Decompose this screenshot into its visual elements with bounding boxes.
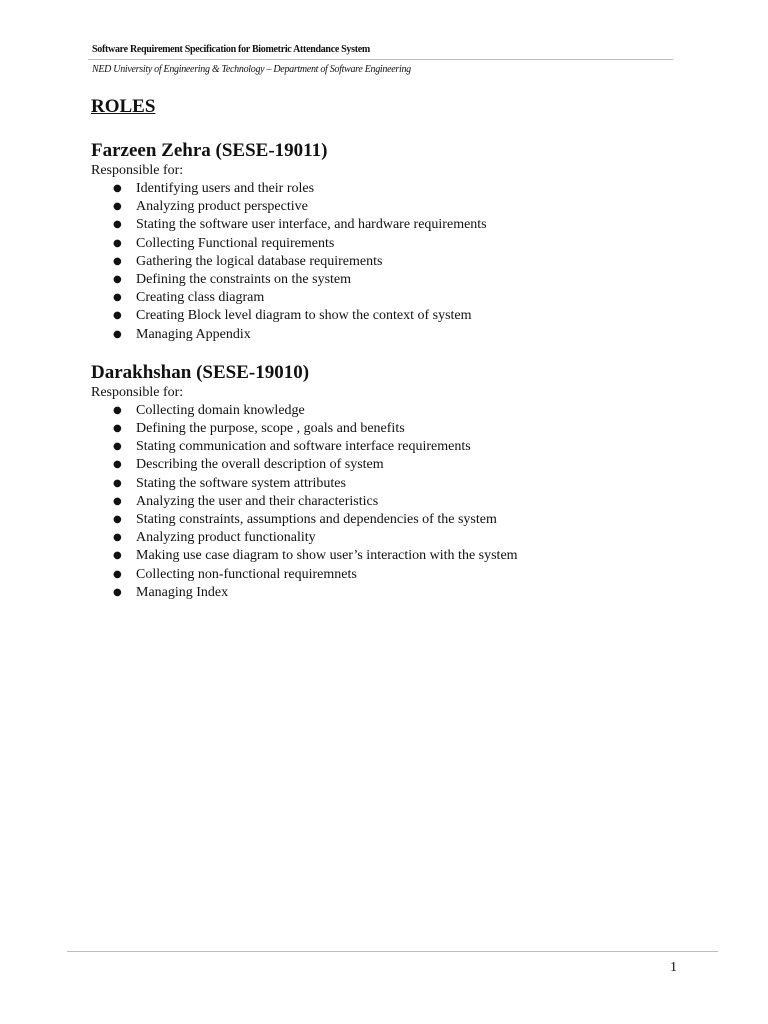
bullet-icon: ●	[113, 237, 122, 249]
header-subtitle: NED University of Engineering & Technology – Department of Software Engineering	[92, 64, 411, 75]
list-item	[91, 438, 691, 456]
list-item-text: Managing Index	[136, 584, 229, 600]
bullet-icon: ●	[113, 219, 122, 231]
list-item	[91, 253, 691, 271]
person-name: Farzeen Zehra (SESE-19011)	[91, 140, 328, 161]
list-item-text: Defining the constraints on the system	[136, 272, 352, 288]
list-item	[91, 566, 691, 584]
bullet-icon: ●	[113, 292, 122, 304]
person-name: Darakhshan (SESE-19010)	[91, 361, 310, 383]
role-section-farzeen	[91, 139, 691, 344]
bullet-icon: ●	[113, 404, 122, 416]
list-item-text: Managing Appendix	[136, 326, 251, 342]
duty-list	[91, 402, 691, 602]
bullet-icon: ●	[113, 255, 122, 267]
bullet-icon: ●	[113, 459, 122, 471]
bullet-icon: ●	[113, 586, 122, 598]
list-item	[91, 456, 691, 474]
bullet-icon: ●	[113, 532, 122, 544]
list-item-text: Stating the software system attributes	[136, 475, 346, 491]
list-item-text: Creating Block level diagram to show the context of system	[136, 308, 472, 324]
list-item-text: Creating class diagram	[136, 290, 265, 306]
bullet-icon: ●	[113, 274, 122, 286]
list-item	[91, 271, 691, 289]
document-body	[91, 95, 691, 602]
list-item-text: Collecting domain knowledge	[136, 402, 305, 418]
bullet-icon: ●	[113, 183, 122, 194]
list-item	[91, 475, 691, 493]
list-item-text: Making use case diagram to show user’s interaction with the system	[136, 548, 518, 564]
list-item	[91, 547, 691, 565]
header-divider	[88, 59, 673, 60]
list-item-text: Collecting non-functional requiremnets	[136, 566, 357, 582]
list-item	[91, 326, 691, 344]
bullet-icon: ●	[113, 550, 122, 562]
bullet-icon: ●	[113, 328, 122, 340]
list-item	[91, 180, 691, 198]
bullet-icon: ●	[113, 514, 122, 526]
list-item	[91, 198, 691, 216]
bullet-icon: ●	[113, 568, 122, 580]
list-item	[91, 584, 691, 602]
bullet-icon: ●	[113, 310, 122, 322]
list-item-text: Identifying users and their roles	[136, 181, 315, 196]
header-title: Software Requirement Specification for Biometric Attendance System	[92, 44, 370, 55]
responsible-for-label: Responsible for:	[91, 163, 184, 178]
list-item	[91, 235, 691, 253]
list-item-text: Gathering the logical database requirements	[136, 253, 383, 269]
bullet-icon: ●	[113, 477, 122, 489]
list-item-text: Analyzing product perspective	[136, 199, 308, 215]
bullet-icon: ●	[113, 441, 122, 453]
list-item	[91, 402, 691, 420]
list-item-text: Stating communication and software interface requirements	[136, 439, 471, 455]
list-item	[91, 511, 691, 529]
page-number: 1	[670, 960, 677, 975]
list-item-text: Defining the purpose, scope , goals and benefits	[136, 421, 405, 437]
list-item	[91, 289, 691, 307]
list-item-text: Collecting Functional requirements	[136, 235, 335, 251]
list-item	[91, 216, 691, 234]
bullet-icon: ●	[113, 495, 122, 507]
roles-heading: ROLES	[91, 96, 156, 117]
bullet-icon: ●	[113, 423, 122, 435]
footer-divider	[67, 951, 718, 952]
list-item-text: Stating the software user interface, and hardware requirements	[136, 217, 487, 233]
role-section-darakhshan	[91, 361, 691, 602]
bullet-icon: ●	[113, 201, 122, 213]
list-item	[91, 307, 691, 325]
list-item	[91, 493, 691, 511]
list-item	[91, 529, 691, 547]
list-item-text: Analyzing product functionality	[136, 530, 316, 546]
list-item-text: Stating constraints, assumptions and dependencies of the system	[136, 512, 497, 528]
duty-list	[91, 180, 691, 344]
list-item-text: Describing the overall description of system	[136, 457, 384, 473]
list-item	[91, 420, 691, 438]
list-item-text: Analyzing the user and their characteristics	[136, 493, 379, 509]
responsible-for-label: Responsible for:	[91, 384, 184, 400]
